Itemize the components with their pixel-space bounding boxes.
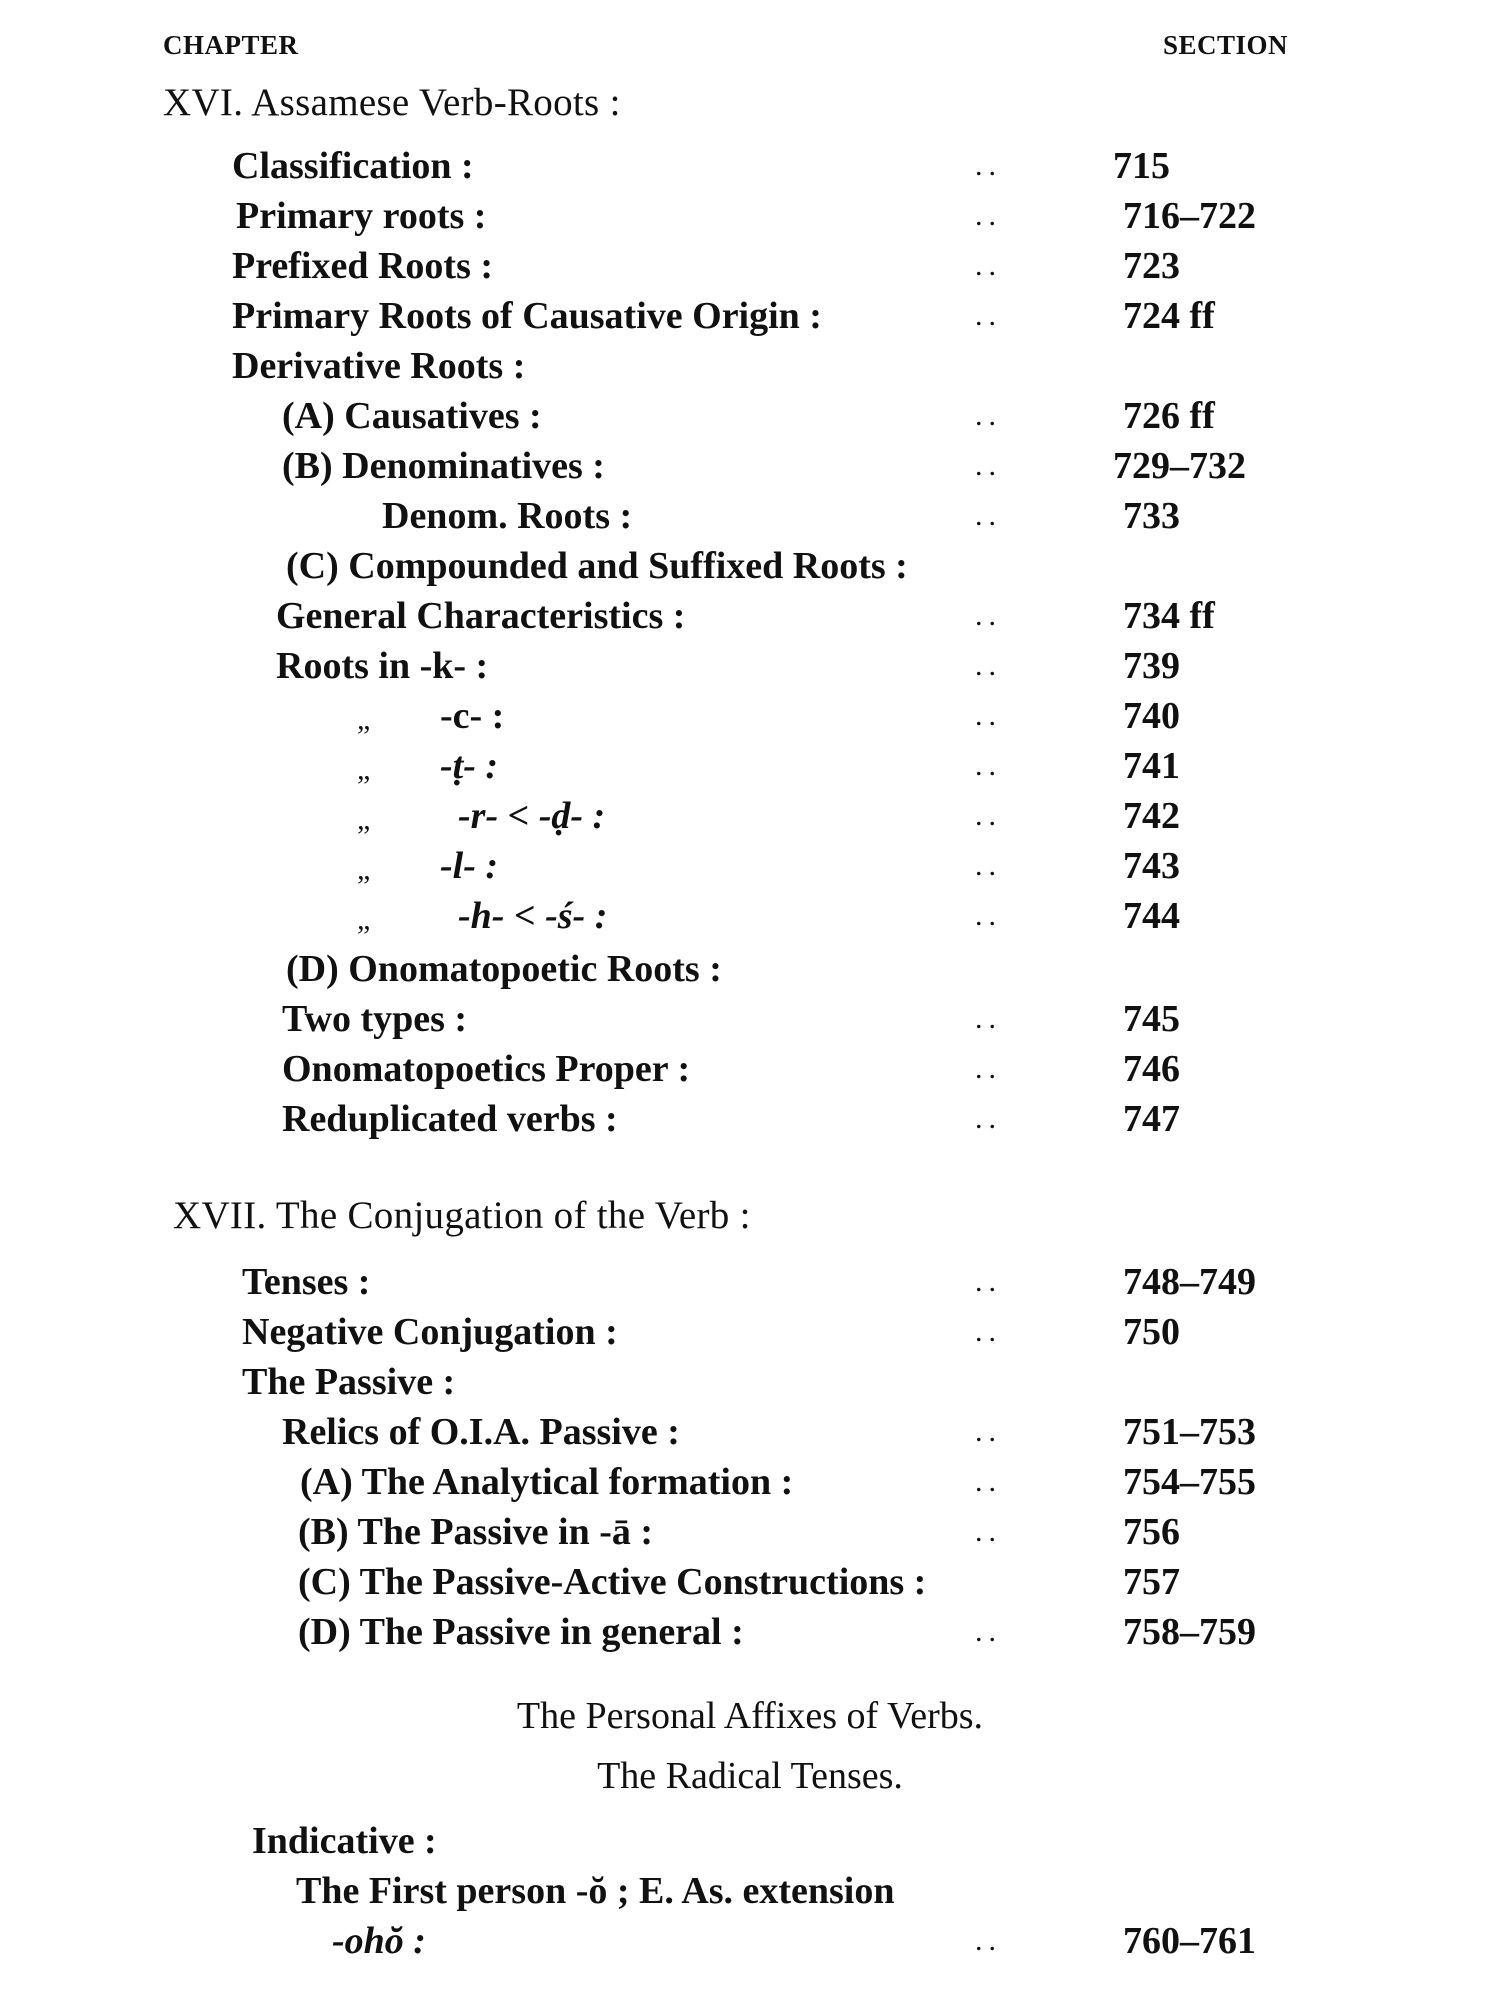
chapter-column-header: CHAPTER <box>163 30 299 60</box>
list-item: „ -r- < -ḍ- : .. 742 <box>357 795 1180 837</box>
chapter-heading <box>0 80 1500 130</box>
list-item: (A) Causatives : .. 726 ff <box>282 395 1215 437</box>
list-item: Prefixed Roots : .. 723 <box>232 245 1180 287</box>
list-item: Denom. Roots : .. 733 <box>382 495 1180 537</box>
section-column-header: SECTION <box>1163 30 1289 60</box>
list-item: „ -c- : .. 740 <box>357 695 1180 737</box>
list-item: Indicative : <box>252 1820 437 1862</box>
subheading: The Personal Affixes of Verbs. <box>516 1695 984 1737</box>
list-item: Classification : .. 715 <box>232 145 1170 187</box>
list-item: „ -l- : .. 743 <box>357 845 1180 887</box>
list-item: Primary roots : .. 716–722 <box>236 195 1256 237</box>
list-item: -ohŏ : .. 760–761 <box>332 1920 1256 1962</box>
chapter-title: XVI. Assamese Verb-Roots : <box>163 81 621 124</box>
list-item: (D) Onomatopoetic Roots : <box>286 948 722 990</box>
list-item: Primary Roots of Causative Origin : .. 724 ff <box>232 295 1215 337</box>
chapter-title: XVII. The Conjugation of the Verb : <box>173 1194 751 1237</box>
list-item: Relics of O.I.A. Passive : .. 751–753 <box>282 1411 1256 1453</box>
list-item: Tenses : .. 748–749 <box>242 1261 1256 1303</box>
list-item: (B) Denominatives : .. 729–732 <box>282 445 1246 487</box>
list-item: Onomatopoetics Proper : .. 746 <box>282 1048 1180 1090</box>
subheading: The Radical Tenses. <box>597 1755 903 1797</box>
list-item: Reduplicated verbs : .. 747 <box>282 1098 1180 1140</box>
list-item: General Characteristics : .. 734 ff <box>276 595 1215 637</box>
list-item: The Passive : <box>242 1361 456 1403</box>
list-item: (D) The Passive in general : .. 758–759 <box>298 1611 1256 1653</box>
list-item: (B) The Passive in -ā : .. 756 <box>298 1511 1180 1553</box>
list-item: (C) The Passive-Active Constructions : 757 <box>298 1561 1180 1603</box>
list-item: Roots in -k- : .. 739 <box>276 645 1180 687</box>
list-item: (C) Compounded and Suffixed Roots : <box>286 545 908 587</box>
list-item: „ -ṭ- : .. 741 <box>357 745 1180 787</box>
list-item: Derivative Roots : <box>232 345 526 387</box>
list-item: Negative Conjugation : .. 750 <box>242 1311 1180 1353</box>
list-item: (A) The Analytical formation : .. 754–755 <box>300 1461 1256 1503</box>
list-item: „ -h- < -ś- : .. 744 <box>357 895 1180 937</box>
list-item: Two types : .. 745 <box>282 998 1180 1040</box>
list-item: The First person -ŏ ; E. As. extension <box>296 1870 895 1912</box>
chapter-heading <box>0 1193 1500 1243</box>
